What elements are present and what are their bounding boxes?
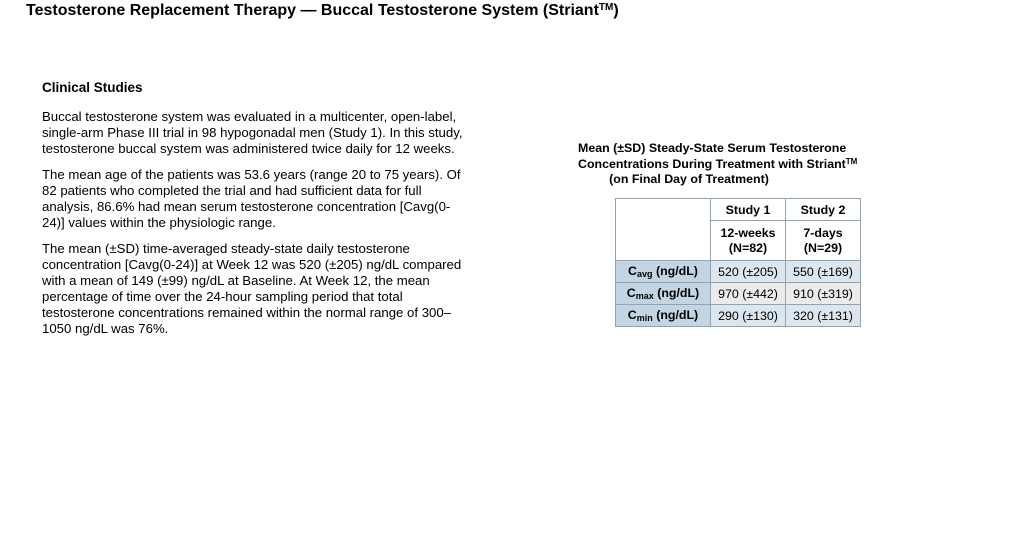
table-header-row — [616, 199, 861, 221]
study-2-n: (N=29) — [803, 240, 843, 255]
section-heading: Clinical Studies — [42, 80, 143, 95]
col-duration-study-1 — [711, 221, 786, 261]
study-2-duration: 7-days — [803, 225, 843, 240]
table-row-cmax — [616, 283, 861, 305]
study-1-duration: 12-weeks — [720, 225, 776, 240]
paragraph-patients: The mean age of the patients was 53.6 years (range 20 to 75 years). Of 82 patients who completed the trial and had sufficient data for full analysis, 86.6% had mean serum testosterone concentration [Cavg(0-24)] values within the physiologic range. — [42, 167, 461, 230]
table-row-cmin — [616, 305, 861, 327]
row-label-symbol: C — [627, 308, 637, 322]
row-label-symbol: C — [628, 264, 637, 278]
cell-cmin-study-1: 290 (±130) — [711, 305, 786, 327]
col-header-study-1: Study 1 — [711, 199, 786, 221]
cell-cmax-study-1: 970 (±442) — [711, 283, 786, 305]
table-corner-cell — [616, 199, 711, 261]
cell-cavg-study-2: 550 (±169) — [786, 261, 861, 283]
col-duration-study-2 — [786, 221, 861, 261]
page-title — [26, 2, 619, 20]
page-title-text: Testosterone Replacement Therapy — Buccal Testosterone System (Striant — [26, 2, 599, 19]
row-label-cmax — [616, 283, 711, 305]
cell-cavg-study-1: 520 (±205) — [711, 261, 786, 283]
table-caption-line-2-text: Concentrations During Treatment with Striant — [578, 156, 846, 171]
row-label-cmin — [616, 305, 711, 327]
pharmacokinetics-table — [615, 198, 861, 327]
row-label-unit: (ng/dL) — [653, 286, 700, 300]
col-header-study-2: Study 2 — [786, 199, 861, 221]
page-title-trademark: TM — [598, 2, 614, 13]
table-caption-line-3: (on Final Day of Treatment) — [609, 172, 769, 186]
cell-cmin-study-2: 320 (±131) — [786, 305, 861, 327]
table-caption-line-1: Mean (±SD) Steady-State Serum Testosterone — [578, 141, 847, 155]
row-label-subscript: min — [636, 313, 653, 323]
row-label-cavg — [616, 261, 711, 283]
table-caption-line-2 — [578, 156, 858, 173]
row-label-subscript: max — [635, 291, 654, 301]
study-1-n: (N=82) — [728, 240, 768, 255]
table-caption-trademark: TM — [845, 156, 858, 166]
paragraph-results: The mean (±SD) time-averaged steady-state daily testosterone concentration [Cavg(0-24)] at Week 12 was 520 (±205) ng/dL compared with a mean of 149 (±99) ng/dL at Baseline. At Week 12, the mean percentage of time over the 24-hour sampling period that total testosterone concentrations remained within the normal range of 300–1050 ng/dL was 76%. — [42, 241, 462, 336]
page-title-close: ) — [613, 2, 619, 19]
row-label-subscript: avg — [637, 269, 653, 279]
paragraph-study-design: Buccal testosterone system was evaluated in a multicenter, open-label, single-arm Phase III trial in 98 hypogonadal men (Study 1). In this study, testosterone buccal system was administered twice daily for 12 weeks. — [42, 109, 463, 156]
cell-cmax-study-2: 910 (±319) — [786, 283, 861, 305]
row-label-unit: (ng/dL) — [652, 264, 698, 278]
row-label-unit: (ng/dL) — [652, 308, 699, 322]
clinical-studies-section — [42, 80, 467, 347]
row-label-symbol: C — [626, 286, 636, 300]
table-caption — [578, 141, 858, 188]
table-row-cavg — [616, 261, 861, 283]
